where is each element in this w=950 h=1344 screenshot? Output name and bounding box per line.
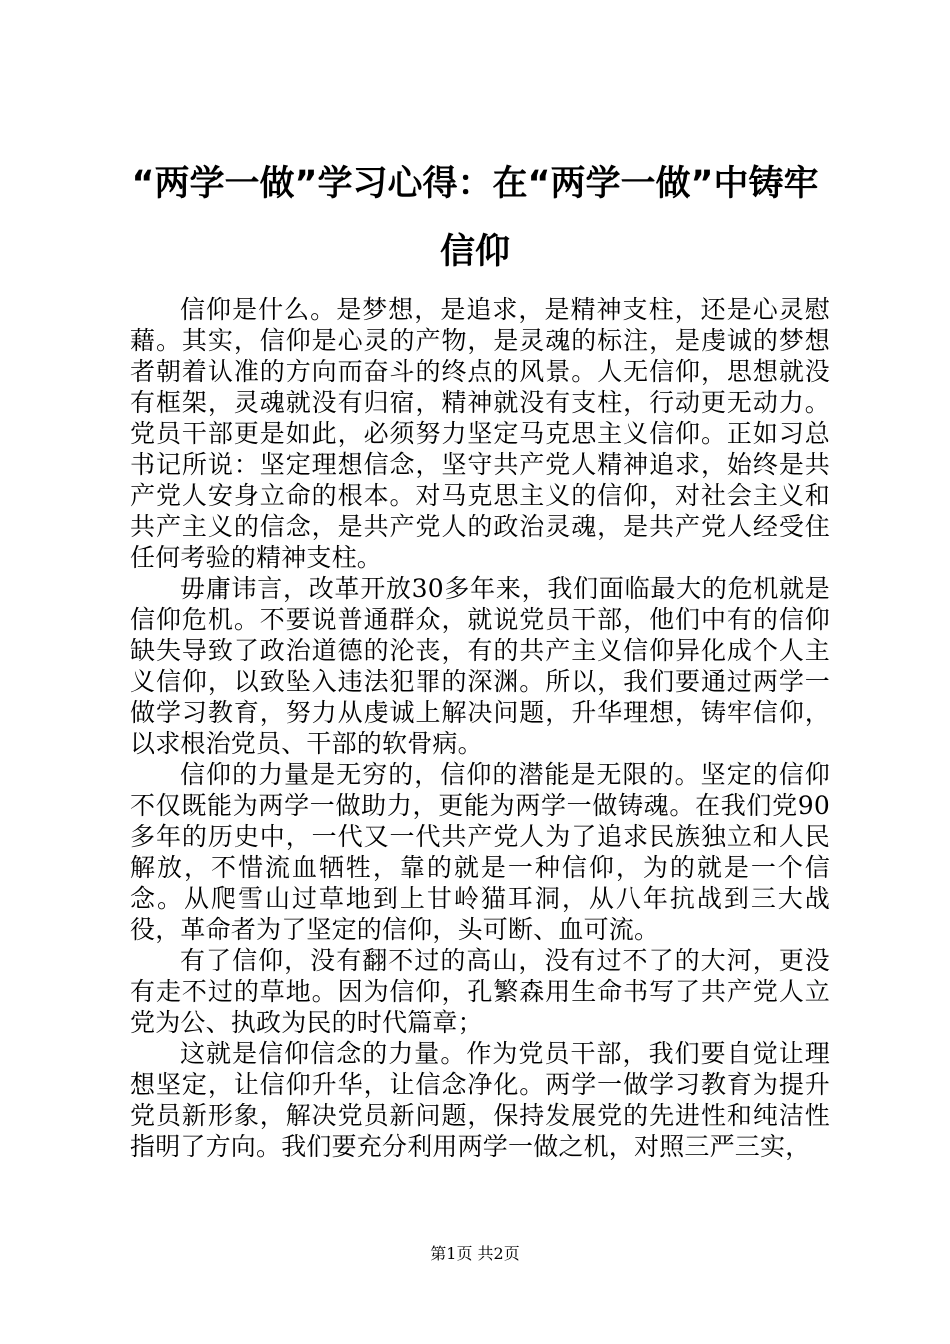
paragraph-3: 信仰的力量是无穷的，信仰的潜能是无限的。坚定的信仰不仅既能为两学一做助力，更能为两学一做铸魂。在我们党90多年的历史中，一代又一代共产党人为了追求民族独立和人民解放，不惜流血牺牲，靠的就是一种信仰，为的就是一个信念。从爬雪山过草地到上甘岭猫耳洞，从八年抗战到三大战役，革命者为了坚定的信仰，头可断、血可流。 bbox=[130, 760, 830, 944]
paragraph-2: 毋庸讳言，改革开放30多年来，我们面临最大的危机就是信仰危机。不要说普通群众，就说党员干部，他们中有的信仰缺失导致了政治道德的沦丧，有的共产主义信仰异化成个人主义信仰，以致坠入违法犯罪的深渊。所以，我们要通过两学一做学习教育，努力从虔诚上解决问题，升华理想，铸牢信仰，以求根治党员、干部的软骨病。 bbox=[130, 574, 830, 758]
document-body bbox=[130, 294, 830, 1162]
page-number-footer: 第1页 共2页 bbox=[430, 1244, 520, 1263]
document-title: “两学一做”学习心得：在“两学一做”中铸牢信仰 bbox=[131, 164, 819, 272]
paragraph-1: 信仰是什么。是梦想，是追求，是精神支柱，还是心灵慰藉。其实，信仰是心灵的产物，是灵魂的标注，是虔诚的梦想者朝着认准的方向而奋斗的终点的风景。人无信仰，思想就没有框架，灵魂就没有归宿，精神就没有支柱，行动更无动力。党员干部更是如此，必须努力坚定马克思主义信仰。正如习总书记所说：坚定理想信念，坚守共产党人精神追求，始终是共产党人安身立命的根本。对马克思主义的信仰，对社会主义和共产主义的信念，是共产党人的政治灵魂，是共产党人经受住任何考验的精神支柱。 bbox=[130, 295, 830, 572]
paragraph-4: 有了信仰，没有翻不过的高山，没有过不了的大河，更没有走不过的草地。因为信仰，孔繁森用生命书写了共产党人立党为公、执政为民的时代篇章； bbox=[130, 946, 830, 1037]
paragraph-5: 这就是信仰信念的力量。作为党员干部，我们要自觉让理想坚定，让信仰升华，让信念净化。两学一做学习教育为提升党员新形象，解决党员新问题，保持发展党的先进性和纯洁性指明了方向。我们要充分利用两学一做之机，对照三严三实， bbox=[130, 1039, 830, 1161]
